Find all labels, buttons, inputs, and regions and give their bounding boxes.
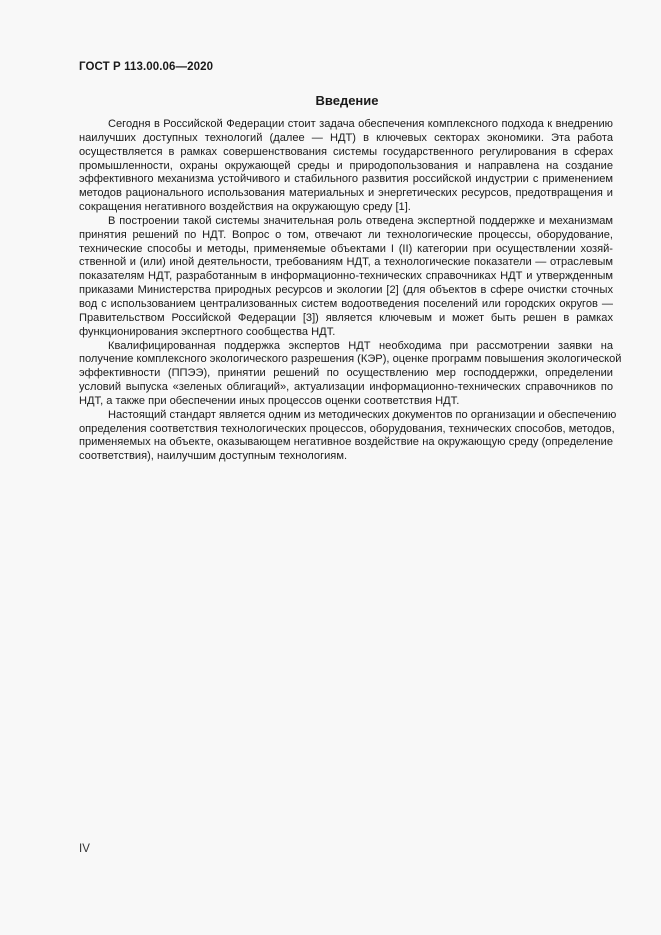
text-line: НДТ, а также при обеспечении иных процессов оценки соответствия НДТ.	[79, 394, 460, 407]
text-line: соответствия), наилучшим доступным технологиям.	[79, 450, 348, 463]
text-line: осуществляется в рамках совершенствования системы государственного регулирования в сферах	[79, 145, 613, 158]
text-line: условий выпуска «зеленых облигаций», актуализации информационно-технических справочников по	[79, 381, 613, 394]
text-line: промышленности, охраны окружающей среды и природопользования и направлена на создание	[79, 159, 613, 172]
document-code-header: ГОСТ Р 113.00.06—2020	[79, 61, 214, 73]
text-line: эффективности (ППЭЭ), принятии решений по осуществлению мер господдержки, определении	[79, 367, 613, 380]
text-line: Настоящий стандарт является одним из методических документов по организации и обеспечению	[108, 408, 617, 421]
section-title: Введение	[315, 93, 379, 108]
text-line: сокращения негативного воздействия на окружающую среду [1].	[79, 201, 411, 214]
text-line: определения соответствия технологических процессов, оборудования, технических способов, методов,	[79, 422, 615, 435]
text-line: наилучших доступных технологий (далее — НДТ) в ключевых секторах экономики. Эта работа	[79, 131, 613, 144]
text-line: эффективного механизма устойчивого и стабильного развития российской индустрии с применением	[79, 173, 613, 186]
text-line: применяемых на объекте, оказывающем негативное воздействие на окружающую среду (определение	[79, 436, 613, 449]
text-line: методов рационального использования материальных и энергетических ресурсов, предотвращения и	[79, 187, 613, 200]
text-line: В построении такой системы значительная роль отведена экспертной поддержке и механизмам	[108, 214, 613, 227]
text-line: принятия решений по НДТ. Вопрос о том, отвечают ли технологические процессы, оборудование,	[79, 228, 613, 241]
text-line: Квалифицированная поддержка экспертов НДТ необходима при рассмотрении заявки на	[108, 339, 613, 352]
page-number: IV	[79, 843, 90, 855]
text-line: показателям НДТ, разработанным в информационно-технических справочниках НДТ и утвержденным	[79, 270, 613, 283]
paragraph-3	[79, 339, 622, 409]
text-line: приказами Министерства природных ресурсов и экологии [2] (для объектов в сфере очистки сточных	[79, 284, 613, 297]
text-line: функционирования экспертного сообщества НДТ.	[79, 325, 336, 338]
text-line: технические способы и методы, применяемые объектами I (II) категории при осуществлении хозяй-	[79, 242, 613, 255]
text-line: Правительством Российской Федерации [3]) является ключевым и может быть решен в рамках	[79, 311, 613, 324]
paragraph-2	[79, 215, 613, 340]
text-line: Сегодня в Российской Федерации стоит задача обеспечения комплексного подхода к внедрению	[108, 118, 613, 130]
text-line: ственной и (или) иной деятельности, требованиям НДТ, а технологические показатели — отраслевым	[79, 256, 613, 269]
text-line: вод с использованием централизованных систем водоотведения поселений или городских округов —	[79, 297, 613, 310]
paragraph-1	[79, 118, 613, 215]
text-line: получение комплексного экологического разрешения (КЭР), оценке программ повышения экологической	[79, 353, 622, 366]
paragraph-4	[79, 408, 617, 464]
body-text	[79, 118, 622, 464]
